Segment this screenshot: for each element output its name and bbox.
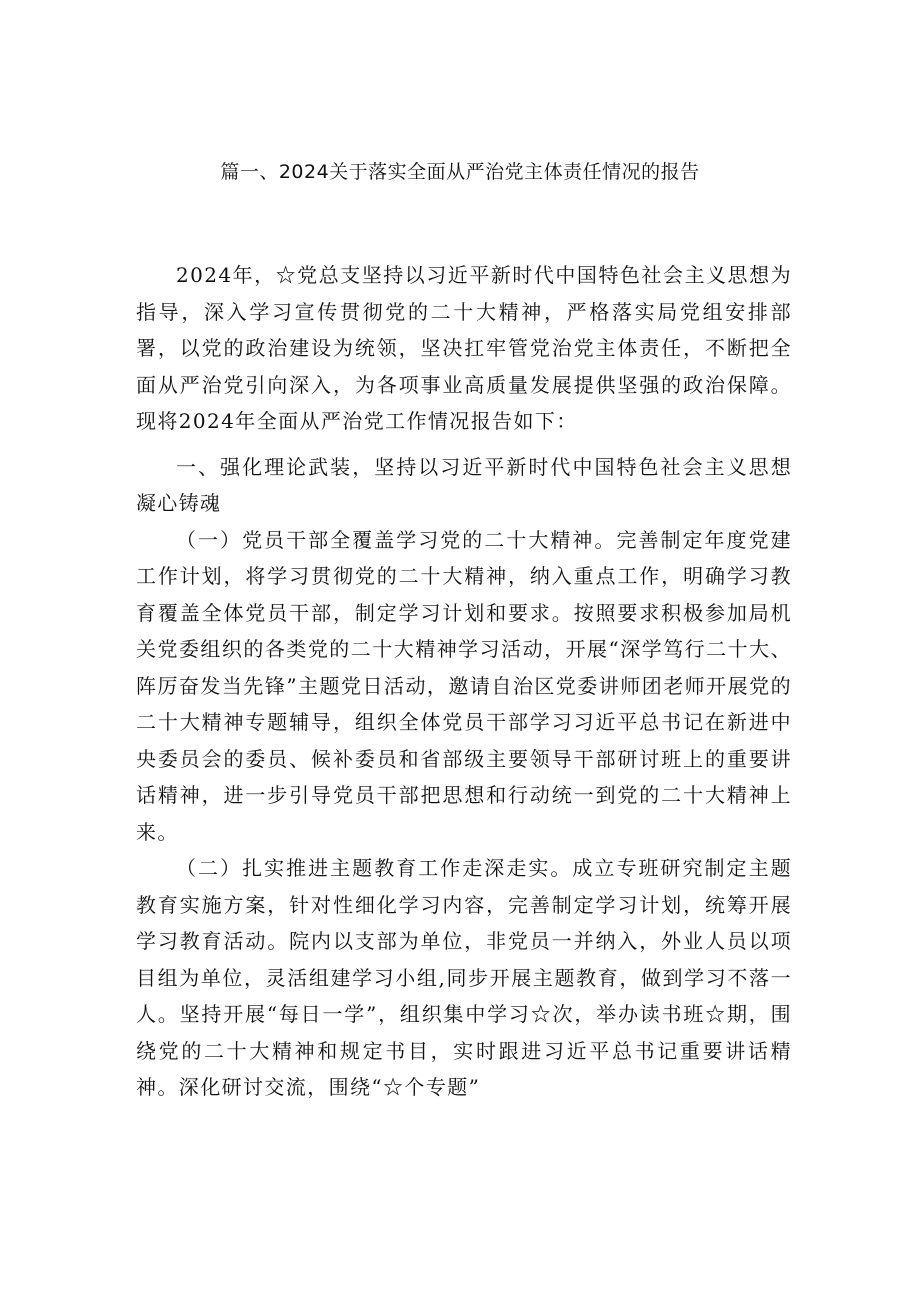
document-title: 篇一、2024关于落实全面从严治党主体责任情况的报告 <box>220 161 700 183</box>
document-body <box>136 257 792 1106</box>
body-paragraph-1: （一）党员干部全覆盖学习党的二十大精神。完善制定年度党建工作计划，将学习贯彻党的二十大精神，纳入重点工作，明确学习教育覆盖全体党员干部，制定学习计划和要求。按照要求积极参加局机关党委组织的各类党的二十大精神学习活动，开展“深学笃行二十大、阵厉奋发当先锋”主题党日活动，邀请自治区党委讲师团老师开展党的二十大精神专题辅导，组织全体党员干部学习习近平总书记在新进中央委员会的委员、候补委员和省部级主要领导干部研讨班上的重要讲话精神，进一步引导党员干部把思想和行动统一到党的二十大精神上来。 <box>136 527 792 844</box>
section-heading: 一、强化理论武装，坚持以习近平新时代中国特色社会主义思想凝心铸魂 <box>136 454 792 515</box>
intro-paragraph: 2024年，☆党总支坚持以习近平新时代中国特色社会主义思想为指导，深入学习宣传贯彻党的二十大精神，严格落实局党组安排部署，以党的政治建设为统领，坚决扛牢管党治党主体责任，不断把全面从严治党引向深入，为各项事业高质量发展提供坚强的政治保障。现将2024年全面从严治党工作情况报告如下： <box>136 263 792 433</box>
body-paragraph-2: （二）扎实推进主题教育工作走深走实。成立专班研究制定主题教育实施方案，针对性细化学习内容，完善制定学习计划，统筹开展学习教育活动。院内以支部为单位，非党员一并纳入，外业人员以项目组为单位，灵活组建学习小组,同步开展主题教育，做到学习不落一人。坚持开展“每日一学”，组织集中学习☆次，举办读书班☆期，围绕党的二十大精神和规定书目，实时跟进习近平总书记重要讲话精神。深化研讨交流，围绕“☆个专题” <box>136 856 792 1099</box>
